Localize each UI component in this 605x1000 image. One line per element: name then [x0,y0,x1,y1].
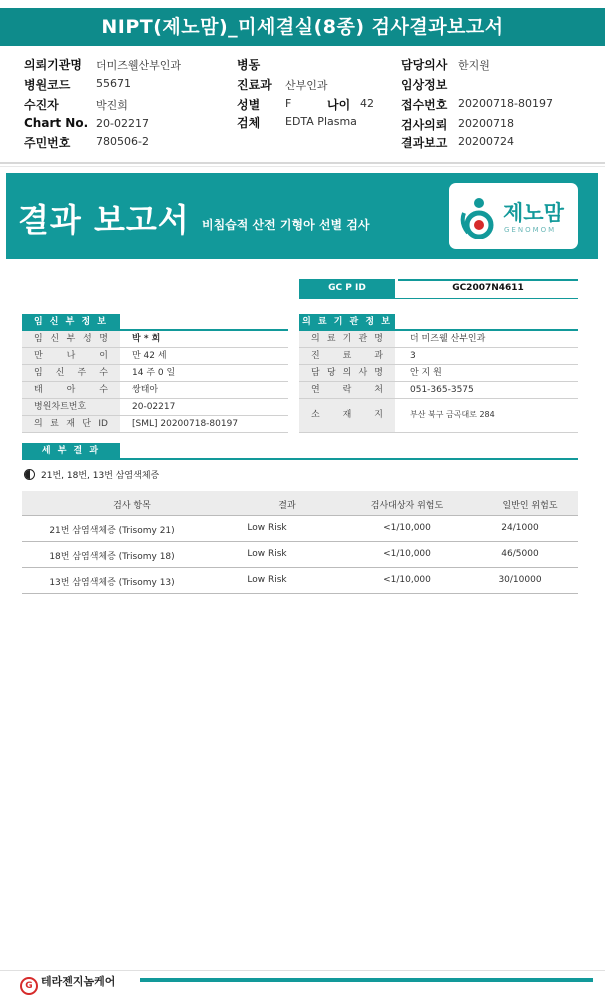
pregnant-row-label: 만 나 이 [22,348,120,364]
test-result: Low Risk [247,575,287,585]
subject-risk: <1/10,000 [383,523,431,533]
report-banner [6,173,598,259]
specimen-value: EDTA Plasma [285,115,357,128]
patient-label: 수진자 [24,98,59,112]
receipt-label: 접수번호 [401,98,448,112]
code-value: 55671 [96,77,131,90]
banner-subtitle: 비침습적 산전 기형아 선별 검사 [202,218,370,232]
pregnant-row-label: 병원차트번호 [22,399,120,415]
pregnant-row-label: 의 료 재 단 ID [22,416,120,432]
gc-pid-value: GC2007N4611 [452,283,524,293]
divider [22,432,288,433]
ssn-value: 780506-2 [96,135,149,148]
pregnant-row-label: 임 신 부 성 명 [22,331,120,347]
hospital-label: 의뢰기관명 [24,58,82,72]
gc-pid-label: GC P ID [299,279,395,298]
subject-risk: <1/10,000 [383,549,431,559]
logo-korean: 제노맘 [503,201,564,225]
institution-row-value: 안 지 원 [410,368,442,378]
clinical-label: 임상정보 [401,78,448,92]
reported-value: 20200724 [458,135,514,148]
divider [0,970,605,971]
doctor-value: 한지원 [458,59,490,72]
company-logo-icon: G [20,977,38,995]
receipt-value: 20200718-80197 [458,97,553,110]
test-item: 18번 삼염색체증 (Trisomy 18) [49,552,175,562]
general-risk: 30/10000 [498,575,542,585]
dept-value: 산부인과 [285,79,328,92]
chart-value: 20-02217 [96,117,149,130]
column-header: 결과 [278,501,296,511]
details-bullet [24,468,159,481]
table-row [22,567,578,594]
pregnant-row-value: 박 * 희 [132,334,161,344]
table-row [22,541,578,568]
requested-label: 검사의뢰 [401,118,448,132]
company-name: 테라젠지놈케어 [41,975,116,988]
results-table-header [22,491,578,516]
chart-label: Chart No. [24,116,89,130]
pregnant-row-value: 만 42 세 [132,351,167,361]
patient-info-block [0,50,605,160]
institution-row-value: 부산 북구 금곡대로 284 [410,410,495,419]
column-header: 일반인 위험도 [502,501,558,511]
age-label: 나이 [327,98,351,112]
column-header: 검사대상자 위험도 [370,501,444,511]
column-header: 검사 항목 [113,501,151,511]
general-risk: 24/1000 [501,523,539,533]
sex-value: F [285,97,292,110]
pregnant-row-value: 20-02217 [132,402,176,412]
banner-title: 결과 보고서 [18,201,190,239]
pregnant-row-value: [SML] 20200718-80197 [132,419,239,429]
ssn-label: 주민번호 [24,136,71,150]
divider [0,162,605,164]
institution-row-label: 소 재 지 [299,399,395,432]
logo-english: GENOMOM [504,226,557,234]
divider [299,298,578,299]
genomom-logo-icon [459,195,499,239]
half-circle-icon [24,469,35,480]
pregnant-row-label: 임 신 주 수 [22,365,120,381]
dept-label: 진료과 [237,78,272,92]
hospital-value: 더미즈웰산부인과 [96,59,182,72]
patient-value: 박진희 [96,99,128,112]
pregnant-row-label: 태 아 수 [22,382,120,398]
institution-row-value: 051-365-3575 [410,385,474,395]
report-title: NIPT(제노맘)_미세결실(8종) 검사결과보고서 [0,8,605,46]
sex-label: 성별 [237,98,261,112]
details-bullet-text: 21번, 18번, 13번 삼염색체증 [41,471,160,481]
table-row [22,515,578,542]
divider [0,166,605,167]
institution-row-label: 의 료 기 관 명 [299,331,395,347]
test-item: 13번 삼염색체증 (Trisomy 13) [49,578,175,588]
requested-value: 20200718 [458,117,514,130]
details-heading: 세 부 결 과 [22,443,120,459]
footer-bar [140,978,593,982]
institution-row-label: 진 료 과 [299,348,395,364]
ward-label: 병동 [237,58,261,72]
pregnant-info-heading: 임 신 부 정 보 [22,314,120,330]
test-result: Low Risk [247,523,287,533]
general-risk: 46/5000 [501,549,539,559]
institution-info-heading: 의 료 기 관 정 보 [299,314,395,330]
institution-row-value: 3 [410,351,416,361]
genomom-logo [449,183,578,249]
company-logo [20,973,115,995]
pregnant-row-value: 14 주 0 일 [132,368,176,378]
institution-row-value: 더 미즈웰 산부인과 [410,334,486,344]
age-value: 42 [360,97,374,110]
divider [299,432,578,433]
subject-risk: <1/10,000 [383,575,431,585]
reported-label: 결과보고 [401,136,448,150]
specimen-label: 검체 [237,116,261,130]
test-item: 21번 삼염색체증 (Trisomy 21) [49,526,175,536]
institution-row-label: 연 락 처 [299,382,395,398]
institution-row-label: 담 당 의 사 명 [299,365,395,381]
code-label: 병원코드 [24,78,71,92]
divider [22,458,578,460]
doctor-label: 담당의사 [401,58,448,72]
test-result: Low Risk [247,549,287,559]
pregnant-row-value: 쌍태아 [132,385,159,395]
